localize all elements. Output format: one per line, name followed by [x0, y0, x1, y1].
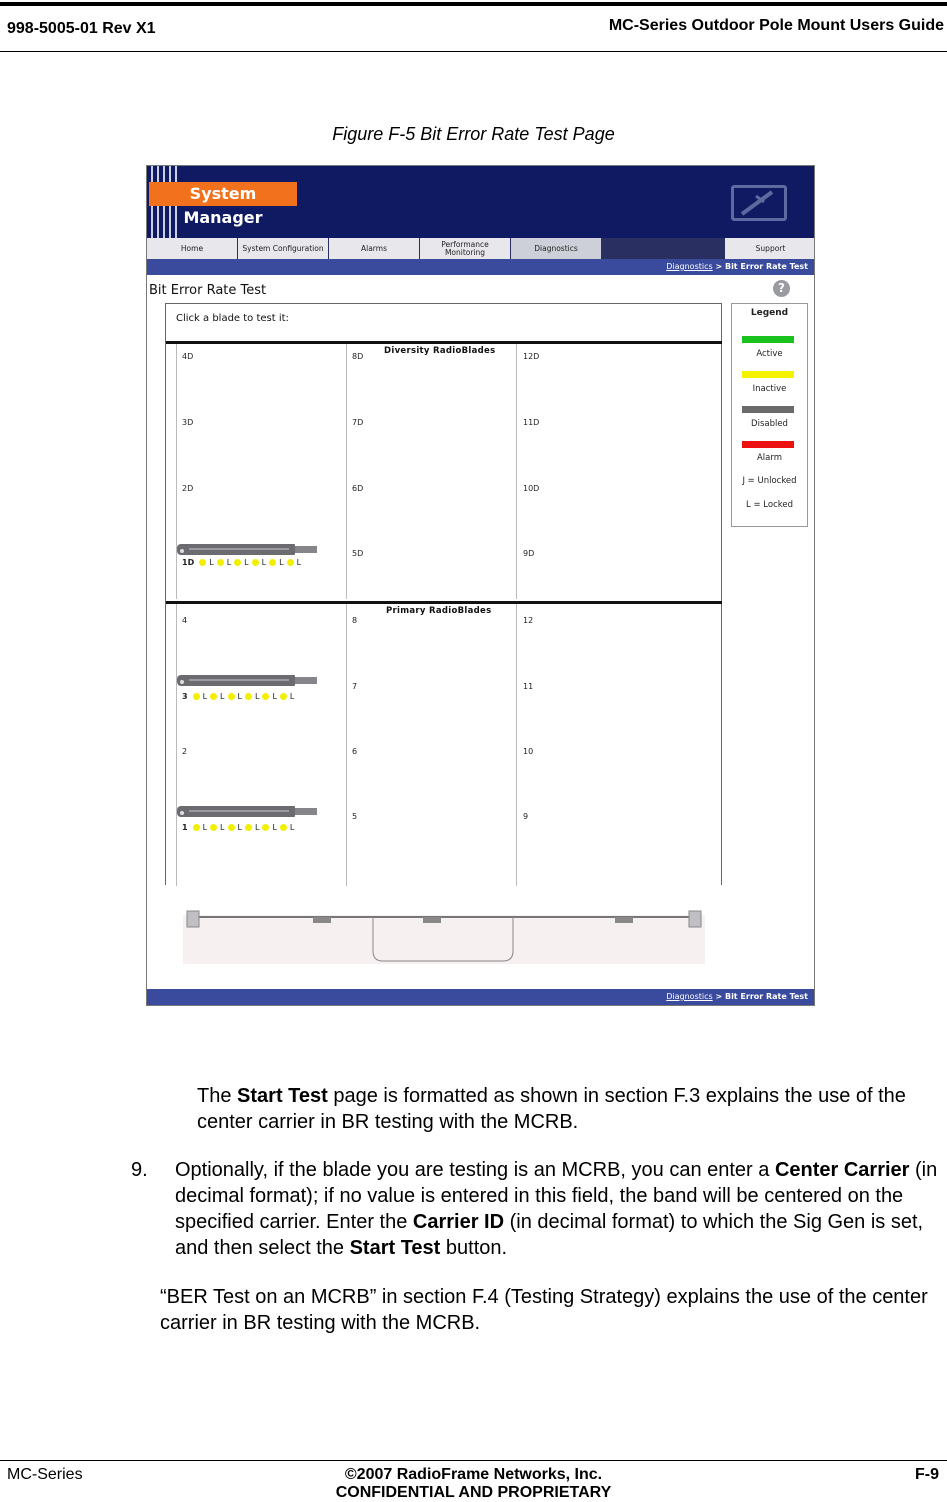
blade-1d-status — [182, 558, 301, 567]
diversity-section-title: Diversity RadioBlades — [384, 346, 496, 356]
legend-label-disabled: Disabled — [751, 419, 788, 429]
slot-9d[interactable]: 9D — [523, 549, 535, 558]
blade-screw — [180, 549, 184, 553]
legend-swatch-disabled — [742, 406, 794, 413]
app-logo: System Manager — [149, 182, 297, 206]
system-manager-screenshot — [146, 165, 815, 1006]
blade-body — [177, 806, 295, 817]
blade-body — [177, 675, 295, 686]
radio-blade-1[interactable] — [177, 804, 317, 818]
section-divider — [166, 601, 722, 604]
legend-label-alarm: Alarm — [756, 453, 782, 463]
led-indicator — [217, 559, 224, 566]
slot-10[interactable]: 10 — [523, 747, 534, 756]
header-divider — [0, 51, 947, 52]
slot-7d[interactable]: 7D — [352, 418, 364, 427]
slot-12d[interactable]: 12D — [523, 352, 540, 361]
column-divider — [516, 604, 517, 886]
copyright-line: ©2007 RadioFrame Networks, Inc. — [344, 1466, 603, 1483]
text: button. — [440, 1237, 508, 1259]
help-icon[interactable]: ? — [773, 280, 790, 297]
page-number: F-9 — [915, 1466, 939, 1483]
blade-1-status — [182, 823, 294, 832]
blade-connector — [295, 546, 317, 553]
led-indicator — [193, 824, 200, 831]
slot-8[interactable]: 8 — [352, 616, 358, 625]
column-divider — [176, 344, 177, 599]
text: The — [197, 1085, 238, 1107]
legend-swatch-alarm — [742, 441, 794, 448]
slot-4d[interactable]: 4D — [182, 352, 194, 361]
blade-panel — [165, 303, 722, 885]
blade-3-status — [182, 692, 294, 701]
legend-panel — [731, 303, 808, 527]
led-label: L — [272, 823, 277, 832]
slot-12[interactable]: 12 — [523, 616, 534, 625]
step-number: 9. — [131, 1159, 148, 1181]
led-indicator — [234, 559, 241, 566]
breadcrumb — [147, 259, 815, 275]
footer-copyright — [0, 1466, 947, 1502]
slot-4[interactable]: 4 — [182, 616, 188, 625]
tab-diagnostics[interactable]: Diagnostics — [511, 238, 601, 259]
blade-connector — [295, 677, 317, 684]
text: Optionally, if the blade you are testing is an MCRB, you can enter a — [175, 1159, 775, 1181]
led-label: L — [220, 823, 225, 832]
tab-system-configuration[interactable]: System Configuration — [238, 238, 328, 259]
column-divider — [346, 604, 347, 886]
led-indicator — [252, 559, 259, 566]
led-label: L — [202, 692, 208, 701]
blade-id: 1 — [182, 823, 188, 832]
led-indicator — [193, 693, 200, 700]
paragraph-ber-test: “BER Test on an MCRB” in section F.4 (Testing Strategy) explains the use of the center carrier in BR testing with the MCRB. — [160, 1286, 928, 1334]
page-title: Bit Error Rate Test — [149, 283, 267, 298]
figure-caption: Figure F-5 Bit Error Rate Test Page — [332, 124, 615, 144]
led-label: L — [289, 823, 295, 832]
breadcrumb-current: Bit Error Rate Test — [724, 262, 808, 271]
tab-alarms[interactable]: Alarms — [329, 238, 419, 259]
slot-6d[interactable]: 6D — [352, 484, 364, 493]
legend-swatch-inactive — [742, 371, 794, 378]
led-indicator — [228, 824, 235, 831]
led-indicator — [245, 824, 252, 831]
led-label: L — [237, 692, 242, 701]
led-indicator — [210, 824, 217, 831]
slot-5[interactable]: 5 — [352, 812, 358, 821]
led-indicator — [280, 824, 287, 831]
text: page is formatted as shown in section F.3 explains the use of the center carrier in BR testing with the MCRB. — [197, 1085, 906, 1133]
term-carrier-id: Carrier ID — [412, 1211, 505, 1233]
slot-7[interactable]: 7 — [352, 682, 358, 691]
blade-screw — [180, 680, 184, 684]
tab-home[interactable]: Home — [147, 238, 237, 259]
header-rule — [0, 2, 947, 6]
slot-9[interactable]: 9 — [523, 812, 529, 821]
led-indicator — [210, 693, 217, 700]
led-label: L — [226, 558, 232, 567]
legend-title: Legend — [750, 308, 789, 318]
section-divider — [166, 341, 722, 344]
led-label: L — [244, 558, 249, 567]
led-indicator — [262, 693, 269, 700]
led-indicator — [199, 559, 206, 566]
legend-swatch-active — [742, 336, 794, 343]
slot-8d[interactable]: 8D — [352, 352, 364, 361]
paragraph-start-test — [197, 1083, 942, 1135]
legend-label-active: Active — [756, 349, 783, 359]
slot-5d[interactable]: 5D — [352, 549, 364, 558]
text: (in decimal format); if no value is entered in this field, the band will be centered on the specified carrier. Enter the — [175, 1159, 938, 1233]
led-label: L — [289, 692, 295, 701]
breadcrumb-current: Bit Error Rate Test — [724, 992, 808, 1001]
blade-body — [177, 544, 295, 555]
led-label: L — [254, 692, 260, 701]
breadcrumb-separator: > — [715, 992, 723, 1001]
slot-6[interactable]: 6 — [352, 747, 358, 756]
slot-3d[interactable]: 3D — [182, 418, 194, 427]
tab-support[interactable]: Support — [725, 238, 815, 259]
footer-divider — [0, 1460, 947, 1461]
slot-2[interactable]: 2 — [182, 747, 188, 756]
led-label: L — [261, 558, 267, 567]
led-label: L — [272, 692, 277, 701]
blade-screw — [180, 811, 184, 815]
main-nav — [147, 238, 815, 259]
text: (in decimal format) to which the Sig Gen is set, and then select the — [175, 1211, 924, 1259]
led-label: L — [279, 558, 284, 567]
step-9-text — [175, 1157, 943, 1261]
term-center-carrier: Center Carrier — [774, 1159, 910, 1181]
tab-performance-monitoring[interactable]: Performance Monitoring — [420, 238, 510, 259]
column-divider — [176, 604, 177, 886]
blade-id: 3 — [182, 692, 188, 701]
slot-10d[interactable]: 10D — [523, 484, 540, 493]
led-indicator — [287, 559, 294, 566]
radio-blade-3[interactable] — [177, 673, 317, 687]
legend-locked: L = Locked — [746, 500, 793, 510]
column-divider — [346, 344, 347, 599]
led-label: L — [202, 823, 208, 832]
led-indicator — [262, 824, 269, 831]
led-indicator — [245, 693, 252, 700]
breadcrumb-footer — [147, 989, 815, 1005]
term-start-test: Start Test — [349, 1237, 441, 1259]
led-label: L — [209, 558, 214, 567]
blade-connector — [295, 808, 317, 815]
legend-label-inactive: Inactive — [752, 384, 787, 394]
radio-blade-1d[interactable] — [177, 542, 317, 556]
led-indicator — [280, 693, 287, 700]
chassis-illustration — [183, 909, 705, 964]
led-indicator — [269, 559, 276, 566]
blade-id: 1D — [182, 558, 195, 567]
column-divider — [516, 344, 517, 599]
footer-product: MC-Series — [7, 1466, 83, 1483]
doc-title: MC-Series Outdoor Pole Mount Users Guide — [608, 17, 944, 34]
slot-2d[interactable]: 2D — [182, 484, 194, 493]
led-label: L — [237, 823, 242, 832]
primary-section-title: Primary RadioBlades — [386, 606, 492, 616]
breadcrumb-separator: > — [715, 262, 723, 271]
confidential-line: CONFIDENTIAL AND PROPRIETARY — [335, 1484, 612, 1501]
led-label: L — [296, 558, 302, 567]
breadcrumb-link-diagnostics[interactable]: Diagnostics — [666, 992, 713, 1001]
breadcrumb-link-diagnostics[interactable]: Diagnostics — [666, 262, 713, 271]
doc-number: 998-5005-01 Rev X1 — [7, 20, 156, 37]
led-label: L — [220, 692, 225, 701]
slot-11[interactable]: 11 — [523, 682, 534, 691]
instruction-label: Click a blade to test it: — [176, 313, 289, 324]
led-indicator — [228, 693, 235, 700]
led-label: L — [254, 823, 260, 832]
slot-11d[interactable]: 11D — [523, 418, 540, 427]
network-logo-icon — [731, 185, 787, 221]
legend-unlocked: J = Unlocked — [742, 476, 797, 486]
term-start-test: Start Test — [237, 1085, 328, 1107]
